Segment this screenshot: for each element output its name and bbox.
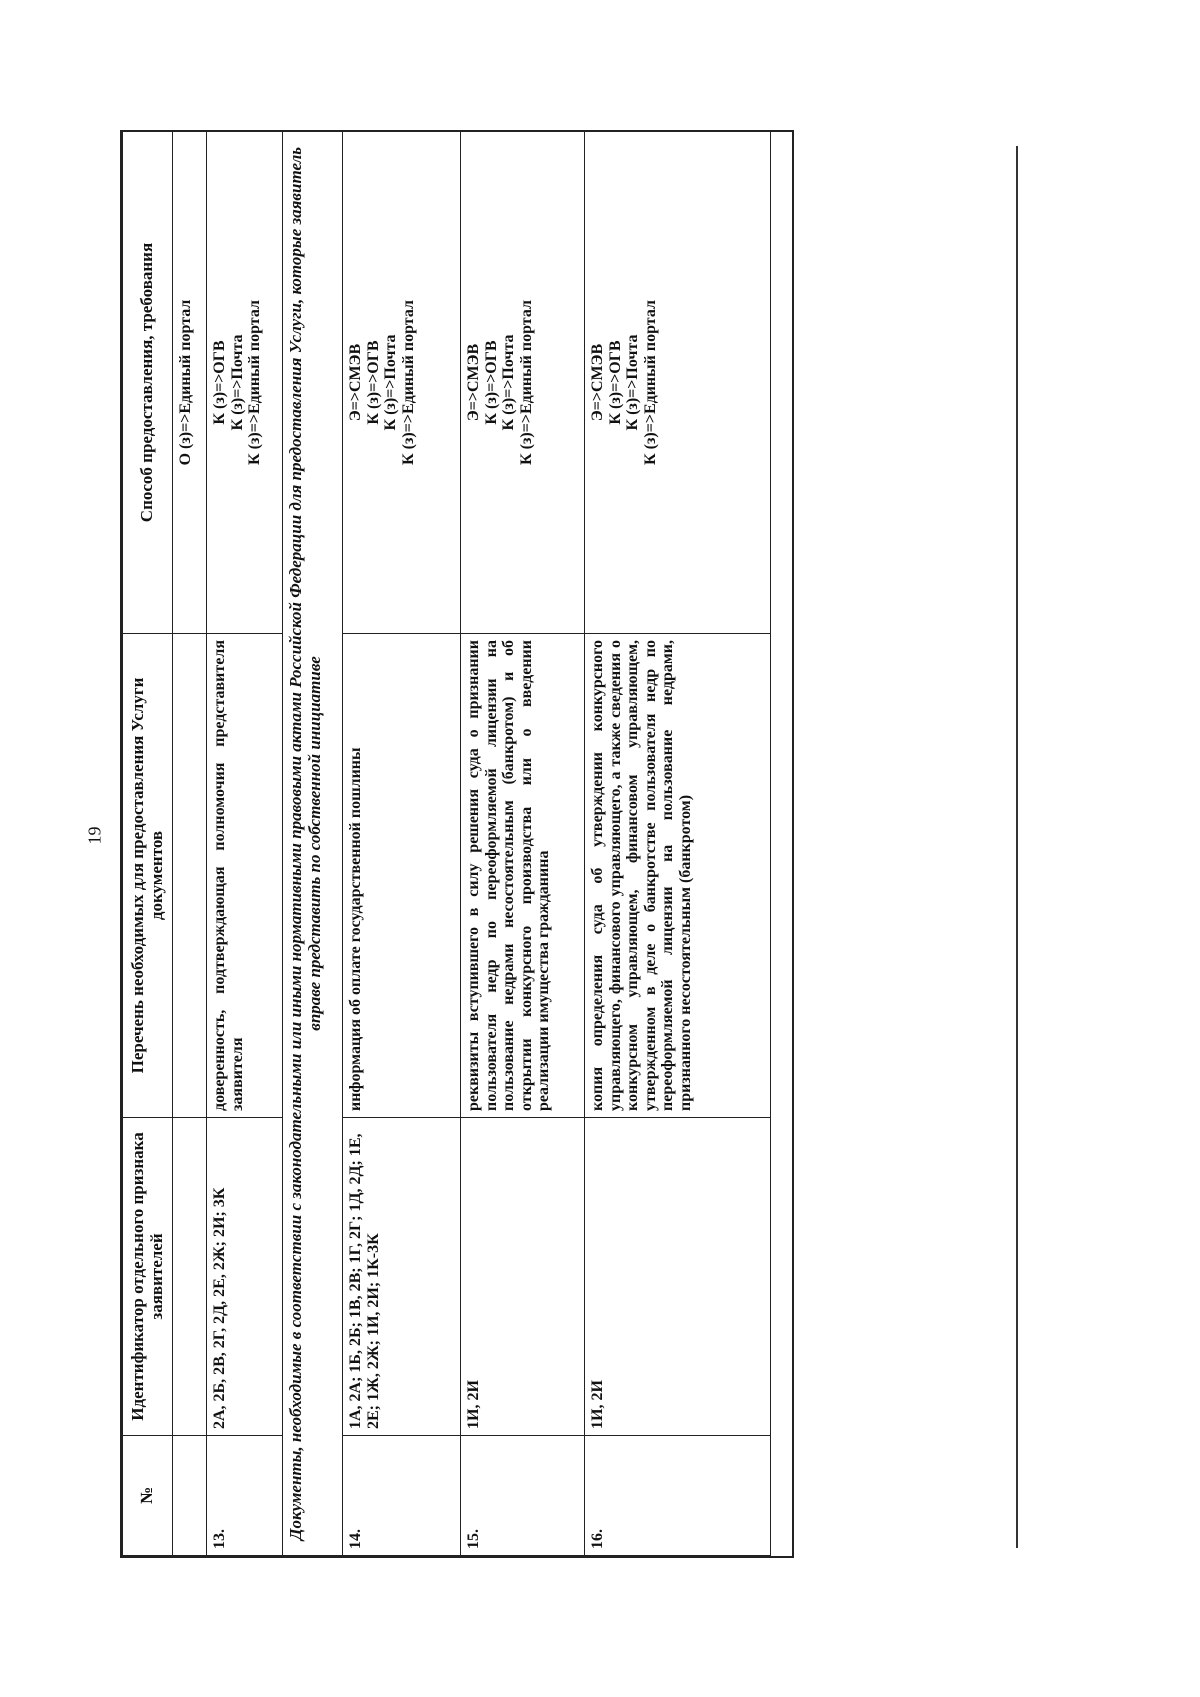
method-line: К (з)=>Единый портал (517, 300, 535, 465)
cell-identifier-empty (173, 1118, 207, 1436)
method-line: Э=>СМЭВ (589, 343, 606, 422)
cell-num: 16. (585, 1436, 771, 1556)
cell-method (461, 132, 585, 634)
method-line: К (з)=>Почта (228, 334, 246, 431)
rotated-table-container (122, 132, 792, 1556)
section-title-row (283, 132, 343, 1556)
cell-identifier: 1И, 2И (585, 1118, 771, 1436)
cell-documents: доверенность, подтверждающая полномочия представителя заявителя (207, 634, 283, 1118)
cell-documents: копия определения суда об утверждении конкурсного управляющего, финансового управляющего, а также сведения о конкурсном управляющем, финансовом управляющем, утвержденном в деле о банкротстве пользователя недр по переоформляемой лицензии на пользование недрами, признанного несостоятельным (банкротом) (585, 634, 771, 1118)
cell-identifier: 2А, 2Б, 2В, 2Г, 2Д, 2Е, 2Ж; 2И; 3К (207, 1118, 283, 1436)
cell-documents-empty (173, 634, 207, 1118)
cell-documents: реквизиты вступившего в силу решения суда о признании пользователя недр по переоформляемой лицензии на пользование недрами несостоятельным (банкротом) и об открытии конкурсного производства или о введении реализации имущества гражданина (461, 634, 585, 1118)
method-line: К (з)=>Почта (624, 334, 642, 431)
cell-method (207, 132, 283, 634)
cell-num-empty (173, 1436, 207, 1556)
header-documents: Перечень необходимых для предоставления Услуги документов (123, 634, 173, 1118)
table-row-14 (343, 132, 461, 1556)
method-line: К (з)=>Почта (500, 334, 518, 431)
table-row-16 (585, 132, 771, 1556)
table-row-15 (461, 132, 585, 1556)
method-line: Э=>СМЭВ (465, 343, 482, 422)
cell-identifier: 1И, 2И (461, 1118, 585, 1436)
header-num: № (123, 1436, 173, 1556)
cell-method (585, 132, 771, 634)
method-line: К (з)=>ОГВ (364, 340, 382, 425)
cell-method (343, 132, 461, 634)
method-line: К (з)=>ОГВ (606, 340, 624, 425)
header-method: Способ предоставления, требования (123, 132, 173, 634)
method-line: К (з)=>Единый портал (399, 300, 417, 465)
section-title: Документы, необходимые в соответствии с законодательными или иными нормативными правовыми актами Российской Федерации для предоставления Услуги, которые заявитель вправе представить по собственной инициативе (283, 132, 343, 1556)
method-line: К (з)=>Единый портал (246, 300, 264, 465)
requirements-table (122, 131, 771, 1556)
header-identifier: Идентификатор отдельного признака заявителей (123, 1118, 173, 1436)
method-line: К (з)=>Почта (382, 334, 400, 431)
cell-num: 15. (461, 1436, 585, 1556)
cell-documents: информация об оплате государственной пошлины (343, 634, 461, 1118)
cell-method: О (з)=>Единый портал (173, 132, 207, 634)
table-row-continuation (173, 132, 207, 1556)
margin-rule-line (1016, 146, 1018, 1548)
method-line: К (з)=>Единый портал (641, 300, 659, 465)
cell-identifier: 1А, 2А; 1Б, 2Б; 1В, 2В; 1Г, 2Г; 1Д, 2Д; 1Е, 2Е; 1Ж, 2Ж; 1И, 2И; 1К-3К (343, 1118, 461, 1436)
table-row-13 (207, 132, 283, 1556)
method-line: К (з)=>ОГВ (211, 340, 228, 425)
table-header-row (123, 132, 173, 1556)
requirements-table-frame (120, 130, 794, 1558)
cell-num: 13. (207, 1436, 283, 1556)
method-line: Э=>СМЭВ (347, 343, 364, 422)
method-line: К (з)=>ОГВ (482, 340, 500, 425)
page-number: 19 (84, 826, 105, 845)
cell-num: 14. (343, 1436, 461, 1556)
